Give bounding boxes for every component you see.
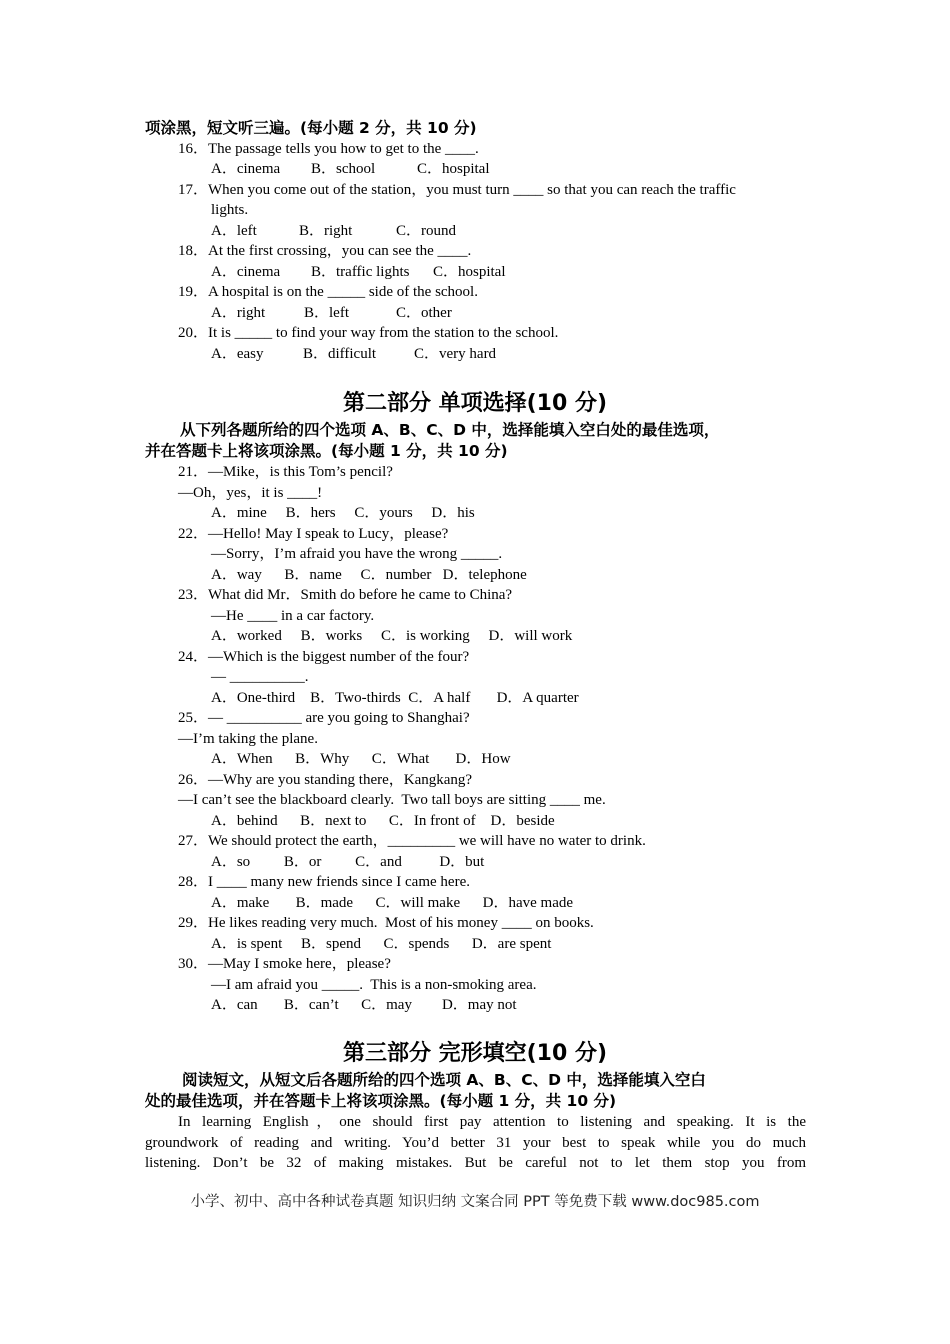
- part2-line: 21．—Mike，is this Tom’s pencil?: [178, 464, 393, 480]
- part2-line: —He ____ in a car factory.: [211, 608, 375, 624]
- question-20-stem: 20．It is _____ to find your way from the station to the school.: [178, 325, 559, 341]
- part2-line: —I can’t see the blackboard clearly. Two tall boys are sitting ____ me.: [178, 792, 606, 808]
- part2-line: A．mine B．hers C．yours D．his: [211, 505, 475, 521]
- part2-instruction-1: 从下列各题所给的四个选项 A、B、C、D 中，选择能填入空白处的最佳选项，: [180, 421, 720, 439]
- part3-heading: 第三部分 完形填空(10 分): [342, 1041, 608, 1066]
- part3-instruction-1: 阅读短文，从短文后各题所给的四个选项 A、B、C、D 中，选择能填入空白: [182, 1071, 706, 1089]
- part2-line: 28．I ____ many new friends since I came here.: [178, 874, 470, 890]
- part2-line: 30．—May I smoke here，please?: [178, 956, 391, 972]
- part2-line: 29．He likes reading very much. Most of his money ____ on books.: [178, 915, 594, 931]
- part2-line: A．can B．can’t C．may D．may not: [211, 997, 517, 1013]
- passage-line-2: groundwork of reading and writing. You’d better 31 your best to speak while you do much: [145, 1135, 806, 1151]
- part2-line: —Sorry，I’m afraid you have the wrong _____.: [211, 546, 503, 562]
- part3-instruction-2: 处的最佳选项，并在答题卡上将该项涂黑。(每小题 1 分，共 10 分): [145, 1092, 617, 1110]
- question-17-stem: 17．When you come out of the station，you must turn ____ so that you can reach the traffic: [178, 182, 736, 198]
- part2-line: A．is spent B．spend C．spends D．are spent: [211, 936, 552, 952]
- part2-line: A．When B．Why C．What D．How: [211, 751, 511, 767]
- part2-heading: 第二部分 单项选择(10 分): [342, 391, 608, 416]
- part2-line: A．way B．name C．number D．telephone: [211, 567, 527, 583]
- part2-line: A．so B．or C．and D．but: [211, 854, 485, 870]
- question-17-stem-cont: lights.: [211, 202, 249, 218]
- question-18-stem: 18．At the first crossing，you can see the ____.: [178, 243, 472, 259]
- part2-line: —I’m taking the plane.: [178, 731, 318, 747]
- question-17-options: A．left B．right C．round: [211, 223, 457, 239]
- question-18-options: A．cinema B．traffic lights C．hospital: [211, 264, 506, 280]
- page-footer: 小学、初中、高中各种试卷真题 知识归纳 文案合同 PPT 等免费下载 www.doc985.com: [190, 1194, 760, 1210]
- question-19-stem: 19．A hospital is on the _____ side of the school.: [178, 284, 478, 300]
- part2-line: A．worked B．works C．is working D．will work: [211, 628, 573, 644]
- part2-line: A．One-third B．Two-thirds C．A half D．A quarter: [211, 690, 579, 706]
- part2-line: A．behind B．next to C．In front of D．beside: [211, 813, 555, 829]
- part2-line: 25．— __________ are you going to Shanghai?: [178, 710, 470, 726]
- passage-line-3: listening. Don’t be 32 of making mistakes. But be careful not to let them stop you from: [145, 1155, 806, 1171]
- passage-line-1: In learning English，one should first pay attention to listening and speaking. It is the: [178, 1114, 806, 1130]
- question-16-options: A．cinema B．school C．hospital: [211, 161, 490, 177]
- part2-line: —Oh，yes，it is ____!: [178, 485, 323, 501]
- part2-line: 24．—Which is the biggest number of the four?: [178, 649, 470, 665]
- part2-line: 23．What did Mr．Smith do before he came to China?: [178, 587, 513, 603]
- part2-line: 27．We should protect the earth，_________ we will have no water to drink.: [178, 833, 646, 849]
- question-16-stem: 16．The passage tells you how to get to the ____.: [178, 141, 479, 157]
- part2-line: 22．—Hello! May I speak to Lucy，please?: [178, 526, 449, 542]
- question-19-options: A．right B．left C．other: [211, 305, 452, 321]
- part2-line: A．make B．made C．will make D．have made: [211, 895, 574, 911]
- question-20-options: A．easy B．difficult C．very hard: [211, 346, 497, 362]
- part1-instruction: 项涂黑，短文听三遍。(每小题 2 分，共 10 分): [145, 119, 477, 137]
- part2-line: — __________.: [211, 669, 309, 685]
- part2-line: —I am afraid you _____. This is a non-smoking area.: [211, 977, 537, 993]
- part2-line: 26．—Why are you standing there，Kangkang?: [178, 772, 473, 788]
- part2-instruction-2: 并在答题卡上将该项涂黑。(每小题 1 分，共 10 分): [145, 442, 508, 460]
